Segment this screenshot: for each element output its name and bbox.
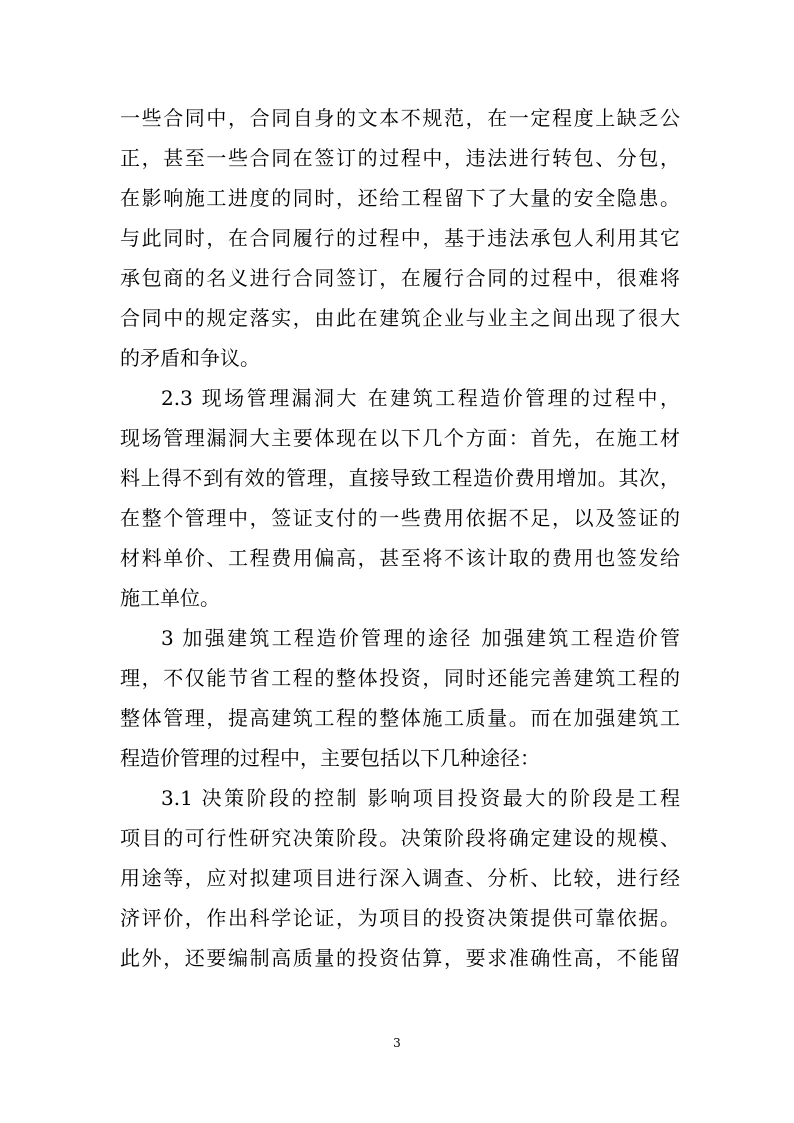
section-heading-line: 2.3 现场管理漏洞大 在建筑工程造价管理的过程中， — [161, 386, 680, 410]
text-line: 正，甚至一些合同在签订的过程中，违法进行转包、分包， — [120, 146, 680, 170]
text-line: 材料单价、工程费用偏高，甚至将不该计取的费用也签发给 — [120, 546, 680, 570]
text-line: 在整个管理中，签证支付的一些费用依据不足，以及签证的 — [120, 506, 680, 530]
text-line: 与此同时，在合同履行的过程中，基于违法承包人利用其它 — [120, 226, 680, 250]
text-line: 项目的可行性研究决策阶段。决策阶段将确定建设的规模、 — [120, 826, 680, 850]
text-line: 料上得不到有效的管理，直接导致工程造价费用增加。其次， — [120, 466, 680, 490]
text-line: 整体管理，提高建筑工程的整体施工质量。而在加强建筑工 — [120, 706, 680, 730]
text-line: 济评价，作出科学论证，为项目的投资决策提供可靠依据。 — [120, 906, 680, 930]
section-heading-line: 3.1 决策阶段的控制 影响项目投资最大的阶段是工程 — [161, 786, 680, 810]
text-line: 一些合同中，合同自身的文本不规范，在一定程度上缺乏公 — [120, 106, 680, 130]
text-line: 的矛盾和争议。 — [120, 346, 260, 370]
text-line: 此外，还要编制高质量的投资估算，要求准确性高，不能留 — [120, 946, 680, 970]
text-line: 合同中的规定落实，由此在建筑企业与业主之间出现了很大 — [120, 306, 680, 330]
text-line: 现场管理漏洞大主要体现在以下几个方面：首先，在施工材 — [120, 426, 680, 450]
text-line: 用途等，应对拟建项目进行深入调查、分析、比较，进行经 — [120, 866, 680, 890]
text-line: 程造价管理的过程中，主要包括以下几种途径： — [120, 746, 540, 770]
paragraph-3 — [120, 618, 680, 778]
paragraph-4 — [120, 778, 680, 978]
paragraph-1 — [120, 98, 680, 378]
text-line: 承包商的名义进行合同签订，在履行合同的过程中，很难将 — [120, 266, 680, 290]
text-line: 在影响施工进度的同时，还给工程留下了大量的安全隐患。 — [120, 186, 680, 210]
paragraph-2 — [120, 378, 680, 618]
text-line: 施工单位。 — [120, 586, 220, 610]
section-heading-line: 3 加强建筑工程造价管理的途径 加强建筑工程造价管 — [161, 626, 680, 650]
text-line: 理，不仅能节省工程的整体投资，同时还能完善建筑工程的 — [120, 666, 680, 690]
page-number: 3 — [393, 1036, 401, 1050]
body-text — [120, 98, 680, 978]
